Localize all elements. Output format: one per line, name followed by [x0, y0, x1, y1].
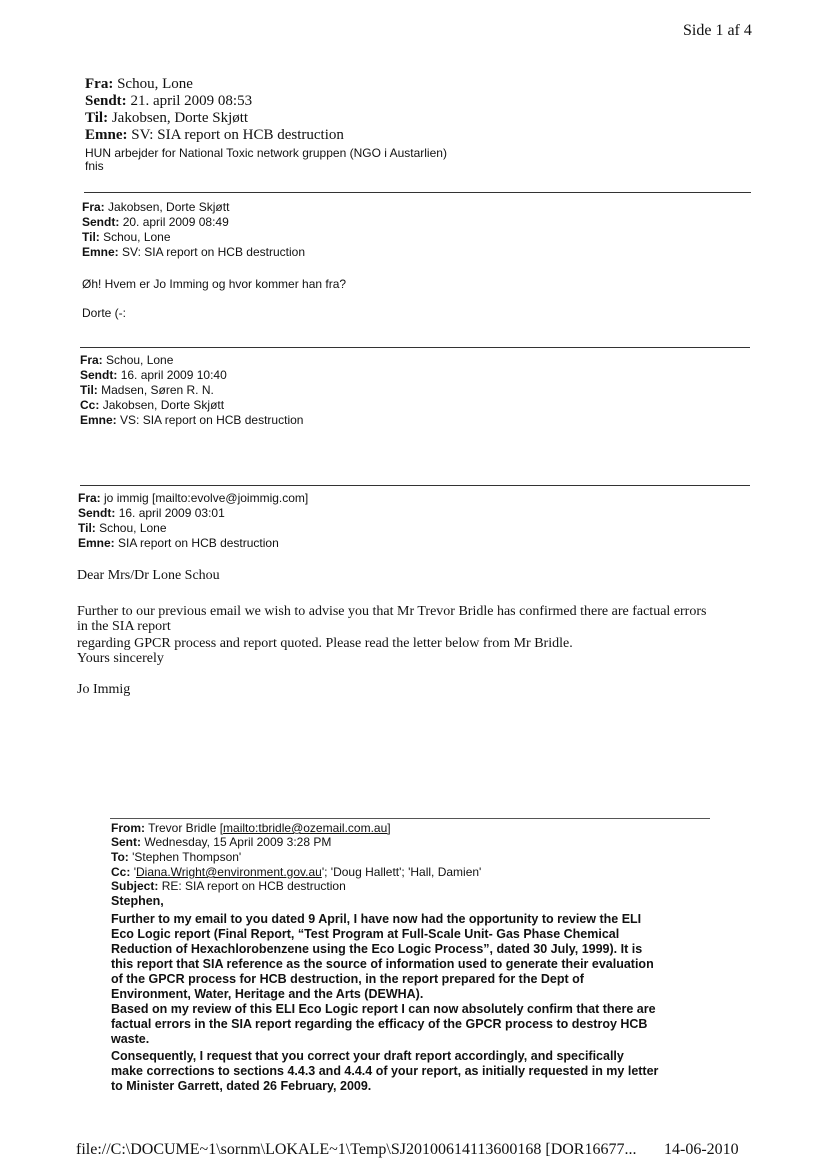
subject-value: RE: SIA report on HCB destruction [161, 879, 346, 893]
email-5-body-line: Eco Logic report (Final Report, “Test Program at Full-Scale Unit- Gas Phase Chemical [111, 927, 620, 941]
email-5-subject [111, 879, 346, 893]
email-5-body-line: Reduction of Hexachlorobenzene using the Eco Logic Process”, dated 30 July, 1999). It is [111, 942, 643, 956]
email-2-sent [82, 215, 229, 229]
sent-value: Wednesday, 15 April 2009 3:28 PM [144, 835, 332, 849]
cc-label: Cc: [111, 865, 131, 879]
email-4-para-line: regarding GPCR process and report quoted. Please read the letter below from Mr Bridle. [77, 636, 573, 651]
email-1-body-line: HUN arbejder for National Toxic network gruppen (NGO i Austarlien) [85, 146, 447, 160]
email-2-body-line: Øh! Hvem er Jo Imming og hvor kommer han fra? [82, 277, 347, 291]
to-label: Til: [82, 230, 100, 244]
email-5-sent [111, 835, 331, 849]
email-4-from [78, 491, 308, 505]
sent-label: Sendt: [82, 215, 120, 229]
subject-label: Subject: [111, 879, 159, 893]
subject-label: Emne: [85, 127, 128, 143]
email-5-body-line: make corrections to sections 4.4.3 and 4.4.4 of your report, as initially requested in my letter [111, 1064, 659, 1078]
footer-date: 14-06-2010 [664, 1141, 739, 1158]
subject-value: SIA report on HCB destruction [118, 536, 279, 550]
to-value: Jakobsen, Dorte Skjøtt [111, 110, 249, 126]
footer-file-path: file://C:\DOCUME~1\sornm\LOKALE~1\Temp\SJ20100614113600168 [DOR16677... [76, 1141, 637, 1158]
separator-rule [80, 347, 750, 348]
email-3-sent [80, 368, 227, 382]
email-5-cc [111, 865, 481, 879]
email-4-greeting: Dear Mrs/Dr Lone Schou [77, 568, 220, 583]
email-3-from [80, 353, 173, 367]
from-label: Fra: [78, 491, 101, 505]
separator-rule [84, 192, 751, 193]
from-label: Fra: [80, 353, 103, 367]
from-mailto-link[interactable]: [mailto:tbridle@ozemail.com.au] [219, 821, 391, 835]
email-4-para-line: Further to our previous email we wish to advise you that Mr Trevor Bridle has confirmed there are factual errors [77, 604, 707, 619]
sent-value: 20. april 2009 08:49 [122, 215, 229, 229]
cc-label: Cc: [80, 398, 100, 412]
separator-rule [80, 485, 750, 486]
email-1-from [85, 76, 193, 93]
sent-value: 21. april 2009 08:53 [130, 93, 253, 109]
sent-value: 16. april 2009 10:40 [120, 368, 227, 382]
sent-value: 16. april 2009 03:01 [118, 506, 225, 520]
to-value: 'Stephen Thompson' [132, 850, 242, 864]
email-1-to [85, 110, 248, 127]
subject-label: Emne: [80, 413, 117, 427]
sent-label: Sendt: [78, 506, 116, 520]
cc-value: Jakobsen, Dorte Skjøtt [102, 398, 225, 412]
email-2-body-line: Dorte (-: [82, 306, 127, 320]
page-number: Side 1 af 4 [683, 22, 752, 39]
email-5-body-line: Environment, Water, Heritage and the Arts (DEWHA). [111, 987, 424, 1001]
cc-mail-link[interactable]: Diana.Wright@environment.gov.au [135, 865, 322, 879]
email-1-subject [85, 127, 344, 144]
subject-label: Emne: [82, 245, 119, 259]
to-value: Madsen, Søren R. N. [101, 383, 214, 397]
subject-value: VS: SIA report on HCB destruction [120, 413, 304, 427]
email-5-body-line: Further to my email to you dated 9 April, I have now had the opportunity to review the ELI [111, 912, 642, 926]
email-1-body-line: fnis [85, 159, 104, 173]
to-label: Til: [78, 521, 96, 535]
cc-value-pre: ' [133, 865, 136, 879]
email-3-to [80, 383, 214, 397]
from-value: Schou, Lone [106, 353, 174, 367]
email-4-sent [78, 506, 225, 520]
from-label: Fra: [82, 200, 105, 214]
email-2-from [82, 200, 229, 214]
email-2-to [82, 230, 171, 244]
cc-value-post: '; 'Doug Hallett'; 'Hall, Damien' [321, 865, 482, 879]
to-label: Til: [80, 383, 98, 397]
from-label: From: [111, 821, 145, 835]
email-3-cc [80, 398, 224, 412]
from-label: Fra: [85, 76, 114, 92]
email-2-subject [82, 245, 305, 259]
email-5-body-line: factual errors in the SIA report regarding the efficacy of the GPCR process to destroy HCB [111, 1017, 648, 1031]
email-4-subject [78, 536, 279, 550]
email-5-to [111, 850, 241, 864]
separator-rule [110, 818, 710, 819]
sent-label: Sent: [111, 835, 141, 849]
email-5-body-line: Consequently, I request that you correct your draft report accordingly, and specifically [111, 1049, 624, 1063]
to-value: Schou, Lone [103, 230, 171, 244]
email-4-signature: Jo Immig [77, 682, 131, 697]
to-value: Schou, Lone [99, 521, 167, 535]
to-label: To: [111, 850, 129, 864]
email-5-body-line: waste. [111, 1032, 150, 1046]
email-5-body-line: of the GPCR process for HCB destruction, in the report prepared for the Dept of [111, 972, 584, 986]
email-4-closing: Yours sincerely [77, 651, 164, 666]
subject-value: SV: SIA report on HCB destruction [122, 245, 306, 259]
from-value: jo immig [mailto:evolve@joimmig.com] [104, 491, 309, 505]
subject-value: SV: SIA report on HCB destruction [131, 127, 344, 143]
sent-label: Sendt: [80, 368, 118, 382]
email-5-body-line: this report that SIA reference as the source of information used to generate their evaluation [111, 957, 654, 971]
from-value: Trevor Bridle [148, 821, 220, 835]
from-value: Jakobsen, Dorte Skjøtt [108, 200, 230, 214]
email-3-subject [80, 413, 303, 427]
from-value: Schou, Lone [117, 76, 193, 92]
email-1-sent [85, 93, 252, 110]
email-4-para-line: in the SIA report [77, 619, 171, 634]
subject-label: Emne: [78, 536, 115, 550]
to-label: Til: [85, 110, 109, 126]
email-4-to [78, 521, 167, 535]
sent-label: Sendt: [85, 93, 127, 109]
email-5-from [111, 821, 391, 835]
email-5-body-line: Based on my review of this ELI Eco Logic report I can now absolutely confirm that there are [111, 1002, 656, 1016]
email-5-body-line: to Minister Garrett, dated 26 February, 2009. [111, 1079, 372, 1093]
email-5-body-line: Stephen, [111, 894, 164, 908]
